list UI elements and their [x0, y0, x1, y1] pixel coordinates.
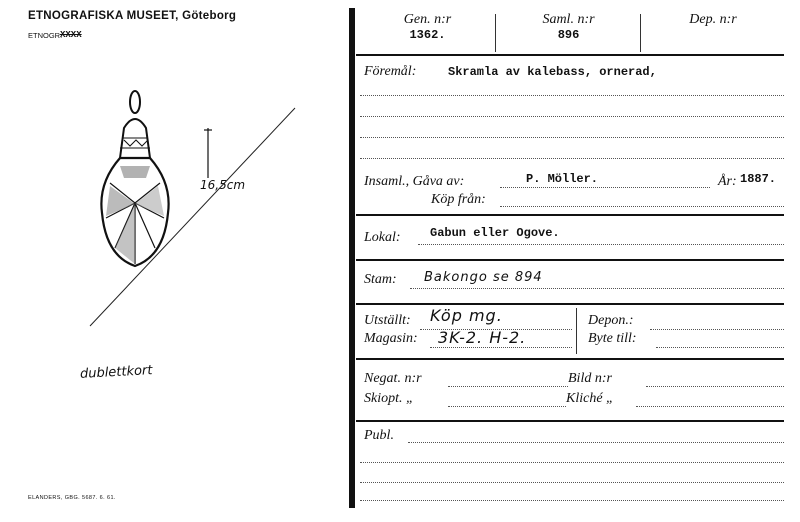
dotted-line: [360, 462, 784, 463]
bild-label: Bild n:r: [568, 371, 612, 386]
gourd-rattle-drawing: [80, 88, 310, 338]
utstallt-value: Köp mg.: [430, 306, 503, 325]
rule: [356, 420, 784, 422]
rattle-loop: [130, 91, 140, 113]
utstallt-label: Utställt:: [364, 313, 411, 328]
insaml-value: P. Möller.: [526, 172, 599, 186]
kop-fran-label: Köp från:: [431, 192, 486, 207]
depon-label: Depon.:: [588, 313, 634, 328]
rule: [356, 54, 784, 56]
dotted-line: [410, 288, 784, 289]
dotted-line: [360, 482, 784, 483]
dep-nr-label: Dep. n:r: [689, 12, 737, 27]
lokal-label: Lokal:: [364, 230, 401, 245]
dotted-line: [360, 116, 784, 117]
rule: [356, 214, 784, 216]
stam-value: Bakongo se 894: [424, 270, 543, 285]
dotted-line: [360, 158, 784, 159]
dotted-line: [408, 442, 784, 443]
dotted-line: [636, 406, 784, 407]
dublett-note: dublettkort: [79, 363, 153, 382]
col-divider: [576, 308, 577, 354]
foremal-value: Skramla av kalebass, ornerad,: [448, 65, 657, 79]
dotted-line: [448, 406, 566, 407]
gen-nr-value: 1362.: [409, 28, 446, 42]
dotted-line: [360, 500, 784, 501]
byte-till-label: Byte till:: [588, 331, 637, 346]
etnogr-label: ETNOGR.: [28, 31, 63, 40]
dotted-line: [448, 386, 568, 387]
dotted-line: [360, 137, 784, 138]
dotted-line: [650, 329, 784, 330]
magasin-value: 3K-2. H-2.: [438, 328, 527, 347]
dotted-line: [430, 347, 572, 348]
saml-nr-value: 896: [557, 28, 580, 42]
gen-nr-label: Gen. n:r: [403, 12, 452, 27]
museum-title: ETNOGRAFISKA MUSEET, Göteborg: [28, 10, 237, 22]
lokal-value: Gabun eller Ogove.: [430, 226, 560, 240]
dotted-line: [656, 347, 784, 348]
ar-label: År:: [718, 174, 737, 189]
magasin-label: Magasin:: [364, 331, 418, 346]
rule: [356, 358, 784, 360]
card-spine: [349, 8, 355, 508]
etnogr-code: XXXX: [60, 30, 82, 40]
printer-footer: ELANDERS, GBG. 5687. 6. 61.: [28, 495, 116, 501]
saml-nr-label: Saml. n:r: [542, 12, 595, 27]
dotted-line: [646, 386, 784, 387]
negat-label: Negat. n:r: [364, 371, 422, 386]
ar-value: 1887.: [740, 172, 777, 186]
dotted-line: [418, 244, 784, 245]
dotted-line: [500, 187, 710, 188]
kliche-label: Kliché „: [566, 391, 614, 406]
dotted-line: [500, 206, 784, 207]
stam-label: Stam:: [364, 272, 397, 287]
foremal-label: Föremål:: [364, 64, 417, 79]
dimension-note: 16,5cm: [200, 178, 246, 192]
publ-label: Publ.: [364, 428, 394, 443]
dotted-line: [360, 95, 784, 96]
rule: [356, 259, 784, 261]
rule: [356, 303, 784, 305]
skiopt-label: Skiopt. „: [364, 391, 414, 406]
insaml-label: Insaml., Gåva av:: [364, 174, 465, 189]
